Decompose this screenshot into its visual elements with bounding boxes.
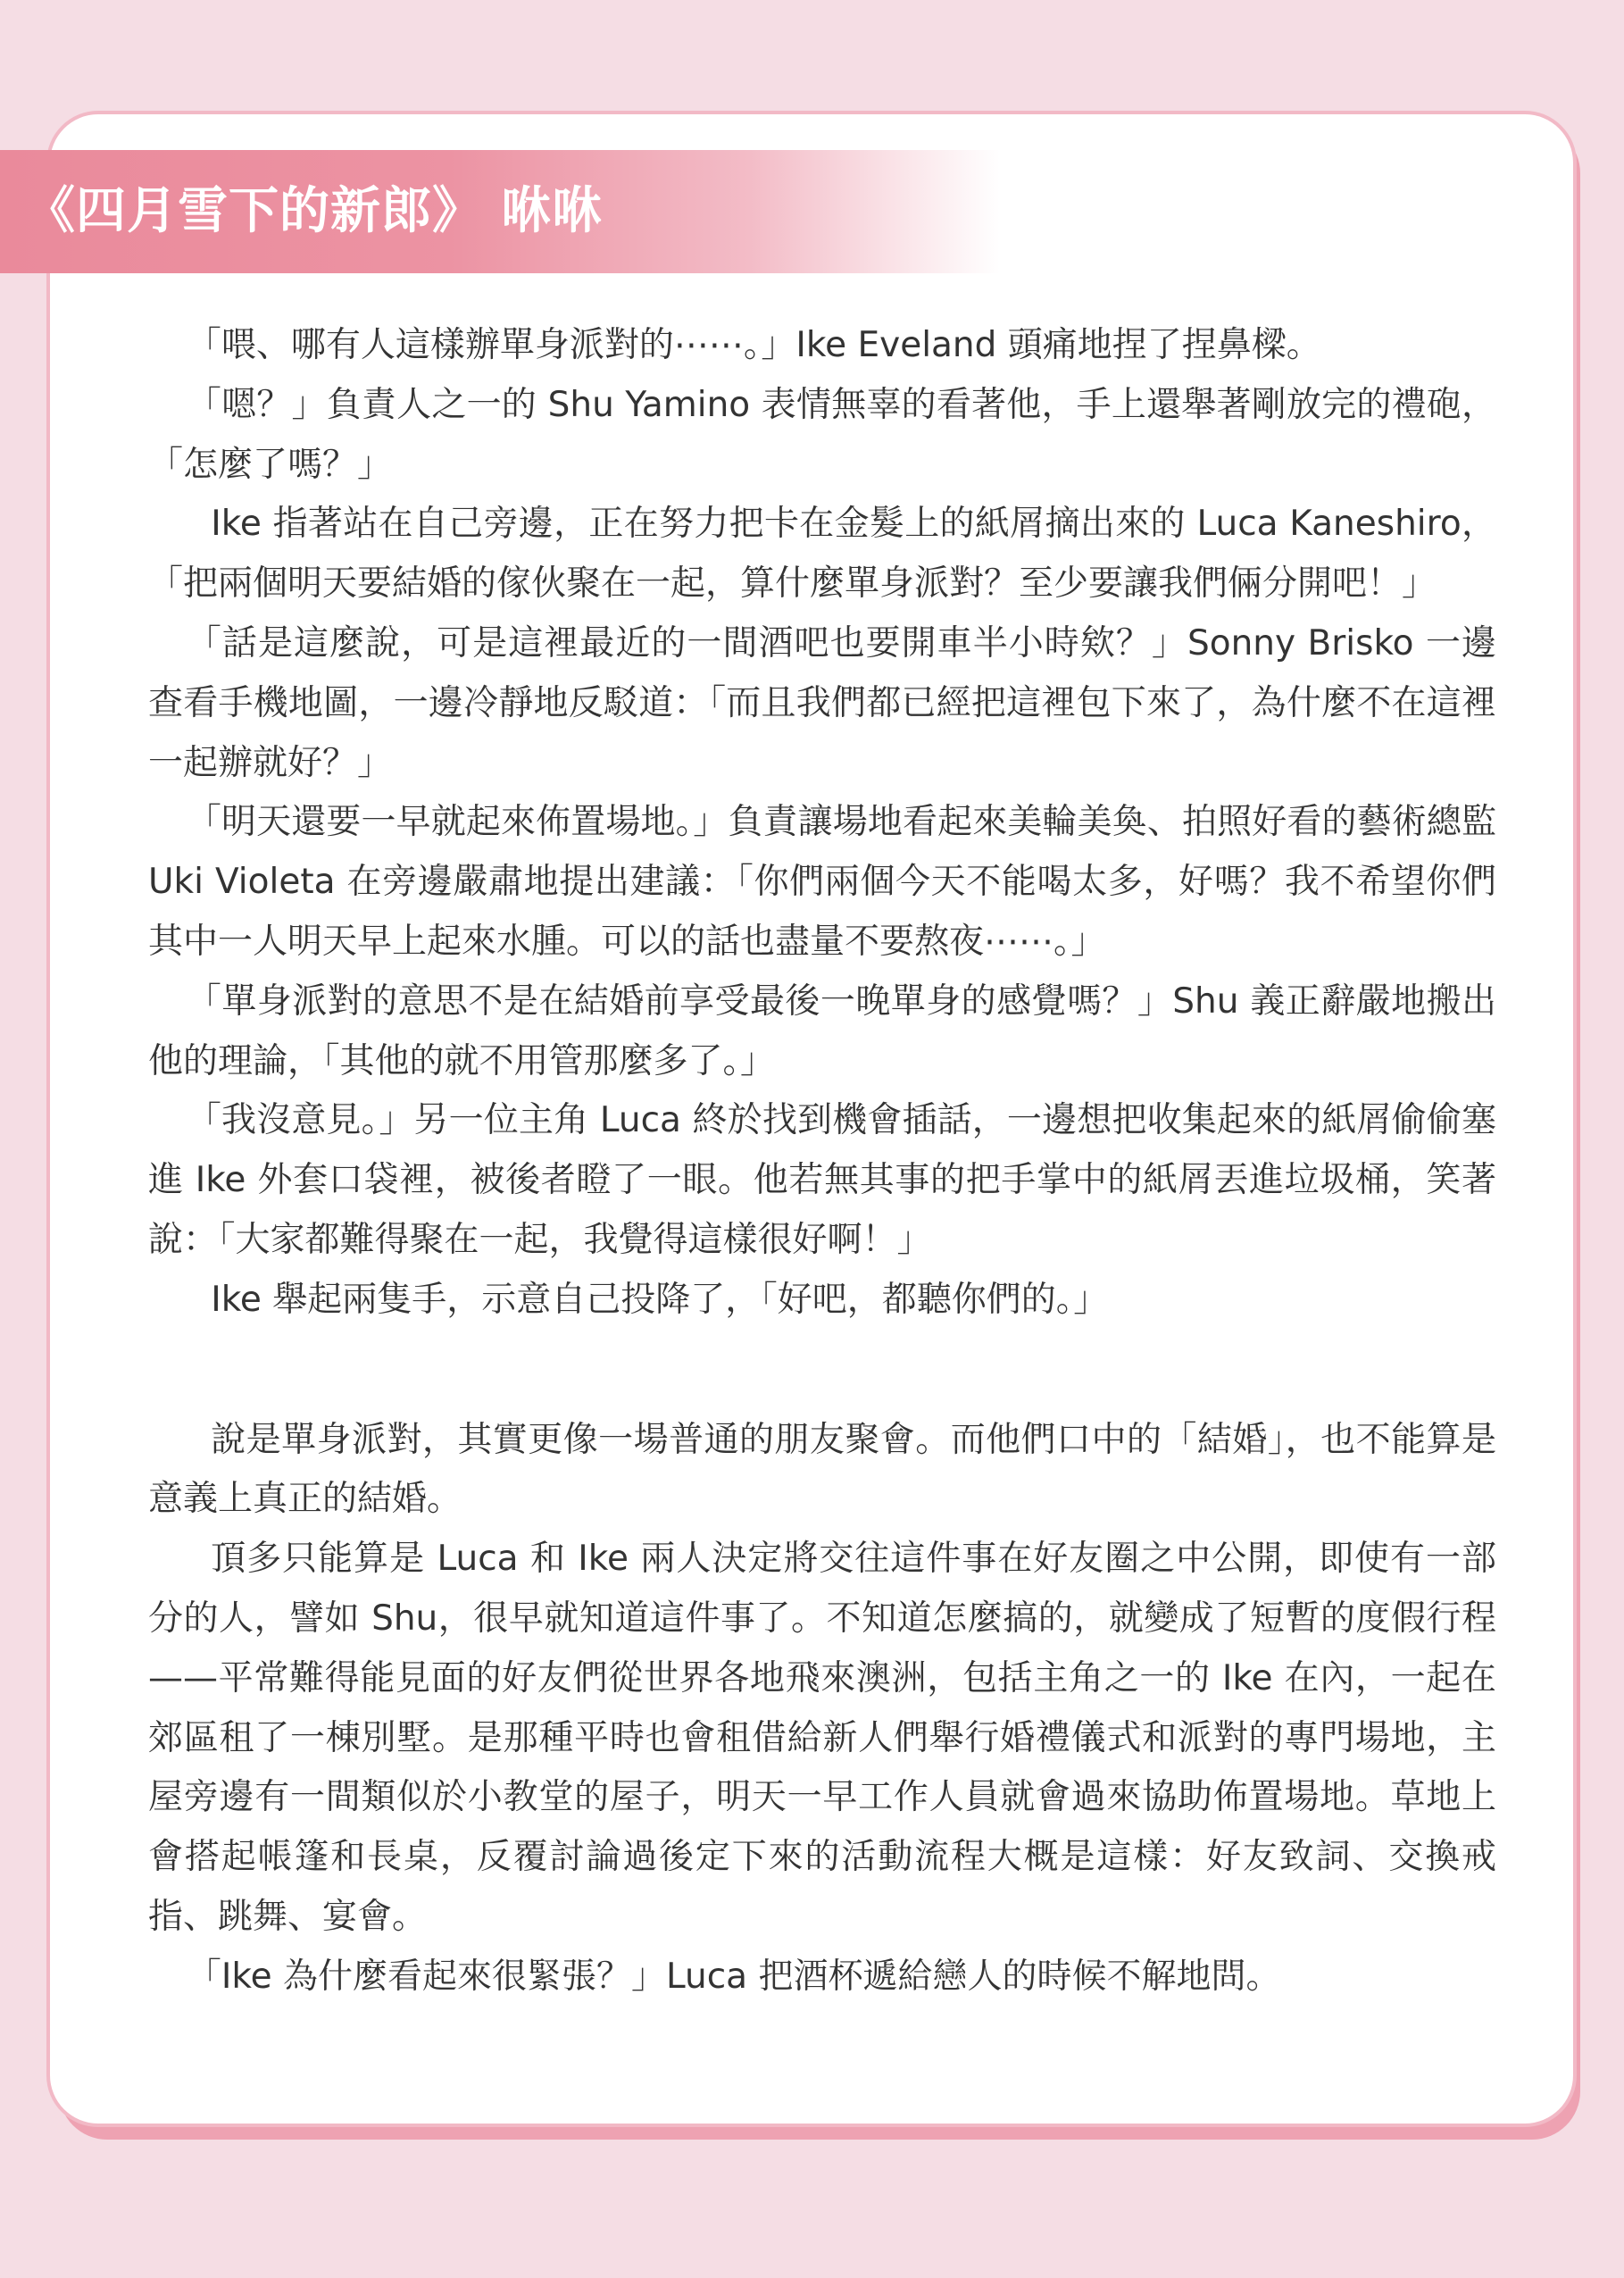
paragraph: 「我沒意見。」另一位主角 Luca 終於找到機會插話，一邊想把收集起來的紙屑偷偷塞進 Ike 外套口袋裡，被後者瞪了一眼。他若無其事的把手掌中的紙屑丟進垃圾桶，笑著說：「大家都難得聚在一起，我覺得這樣很好啊！」 <box>148 1100 1496 1260</box>
paragraph: 「明天還要一早就起來佈置場地。」負責讓場地看起來美輪美奐、拍照好看的藝術總監 Uki Violeta 在旁邊嚴肅地提出建議：「你們兩個今天不能喝太多，好嗎？我不希望你們其中一人明天早上起來水腫。可以的話也盡量不要熬夜⋯⋯。」 <box>148 802 1496 962</box>
story-title: 《四月雪下的新郎》 咻咻 <box>25 182 604 240</box>
section-break <box>148 1331 1496 1411</box>
story-body <box>148 316 1496 2007</box>
paragraph: Ike 指著站在自己旁邊，正在努力把卡在金髮上的紙屑摘出來的 Luca Kaneshiro，「把兩個明天要結婚的傢伙聚在一起，算什麼單身派對？至少要讓我們倆分開吧！」 <box>148 504 1496 605</box>
title-banner <box>0 150 1000 273</box>
paragraph: 頂多只能算是 Luca 和 Ike 兩人決定將交往這件事在好友圈之中公開，即使有一部分的人，譬如 Shu，很早就知道這件事了。不知道怎麼搞的，就變成了短暫的度假行程——平常難得能見面的好友們從世界各地飛來澳洲，包括主角之一的 Ike 在內，一起在郊區租了一棟別墅。是那種平時也會租借給新人們舉行婚禮儀式和派對的專門場地，主屋旁邊有一間類似於小教堂的屋子，明天一早工作人員就會過來協助佈置場地。草地上會搭起帳篷和長桌，反覆討論過後定下來的活動流程大概是這樣：好友致詞、交換戒指、跳舞、宴會。 <box>148 1539 1496 1937</box>
paragraph: Ike 舉起兩隻手，示意自己投降了，「好吧，都聽你們的。」 <box>211 1279 1109 1320</box>
paragraph: 說是單身派對，其實更像一場普通的朋友聚會。而他們口中的「結婚」，也不能算是意義上真正的結婚。 <box>148 1419 1496 1520</box>
paragraph: 「話是這麼說，可是這裡最近的一間酒吧也要開車半小時欸？」Sonny Brisko 一邊查看手機地圖，一邊冷靜地反駁道：「而且我們都已經把這裡包下來了，為什麼不在這裡一起辦就好？」 <box>148 622 1496 783</box>
paragraph: 「Ike 為什麼看起來很緊張？」Luca 把酒杯遞給戀人的時候不解地問。 <box>186 1956 1281 1997</box>
paragraph: 「嗯？」負責人之一的 Shu Yamino 表情無辜的看著他，手上還舉著剛放完的禮砲，「怎麼了嗎？」 <box>148 384 1496 485</box>
paragraph: 「單身派對的意思不是在結婚前享受最後一晚單身的感覺嗎？」Shu 義正辭嚴地搬出他的理論，「其他的就不用管那麼多了。」 <box>148 980 1496 1081</box>
paragraph: 「喂、哪有人這樣辦單身派對的⋯⋯。」Ike Eveland 頭痛地捏了捏鼻樑。 <box>186 325 1321 365</box>
